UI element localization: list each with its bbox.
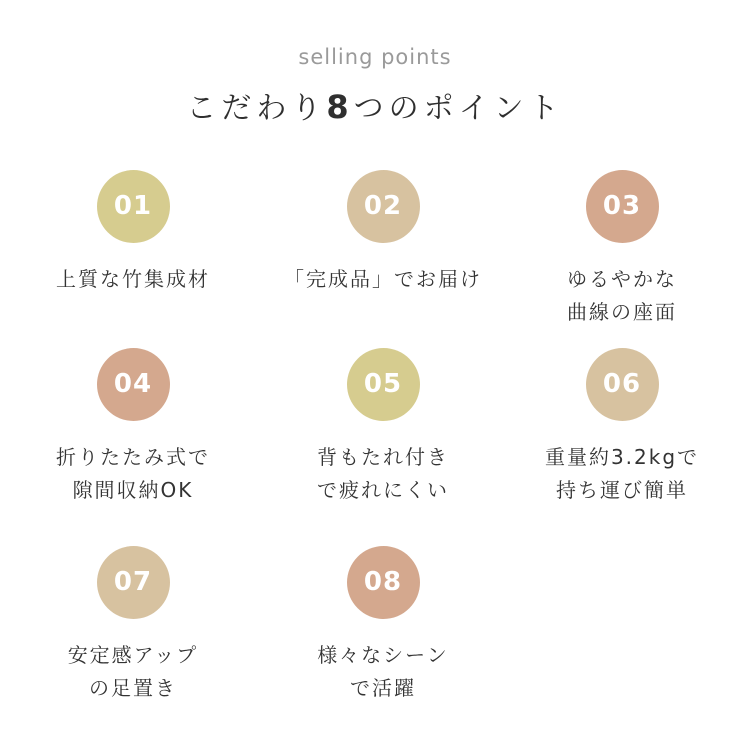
point-label: [8, 441, 258, 507]
title-number: 8: [326, 88, 354, 126]
point-label-line: 折りたたみ式で: [56, 445, 210, 469]
point-label-line: の足置き: [89, 676, 177, 700]
point-label-line: 曲線の座面: [567, 300, 677, 324]
point-label: [497, 441, 747, 507]
point-01: [8, 170, 258, 296]
point-number-badge: 07: [97, 546, 170, 619]
point-label-line: 重量約3.2kgで: [544, 445, 700, 469]
point-05: [258, 348, 508, 507]
point-label-line: で活躍: [350, 676, 416, 700]
point-02: [258, 170, 508, 296]
point-08: [258, 546, 508, 705]
point-label-line: 背もたれ付き: [317, 445, 449, 469]
point-label: [258, 441, 508, 507]
point-label: [497, 263, 747, 329]
point-label-line: 上質な竹集成材: [56, 267, 210, 291]
point-number-badge: 01: [97, 170, 170, 243]
point-06: [497, 348, 747, 507]
point-number-badge: 06: [586, 348, 659, 421]
point-number-badge: 05: [347, 348, 420, 421]
point-number-badge: 04: [97, 348, 170, 421]
point-label-line: 「完成品」でお届け: [284, 267, 482, 291]
title-prefix: こだわり: [186, 91, 327, 126]
point-label: [8, 639, 258, 705]
point-label: [258, 263, 508, 296]
point-number-badge: 02: [347, 170, 420, 243]
point-label-line: 持ち運び簡単: [556, 478, 688, 502]
point-label-line: で疲れにくい: [317, 478, 449, 502]
section-subtitle: selling points: [298, 45, 452, 69]
section-title: [0, 83, 750, 127]
point-label-line: 様々なシーン: [317, 643, 449, 667]
point-07: [8, 546, 258, 705]
point-04: [8, 348, 258, 507]
point-number-badge: 08: [347, 546, 420, 619]
point-label: [258, 639, 508, 705]
point-label: [8, 263, 258, 296]
point-number-badge: 03: [586, 170, 659, 243]
point-label-line: 隙間収納OK: [72, 478, 194, 502]
title-suffix: つのポイント: [353, 91, 564, 126]
point-03: [497, 170, 747, 329]
point-label-line: ゆるやかな: [567, 267, 677, 291]
point-label-line: 安定感アップ: [67, 643, 199, 667]
